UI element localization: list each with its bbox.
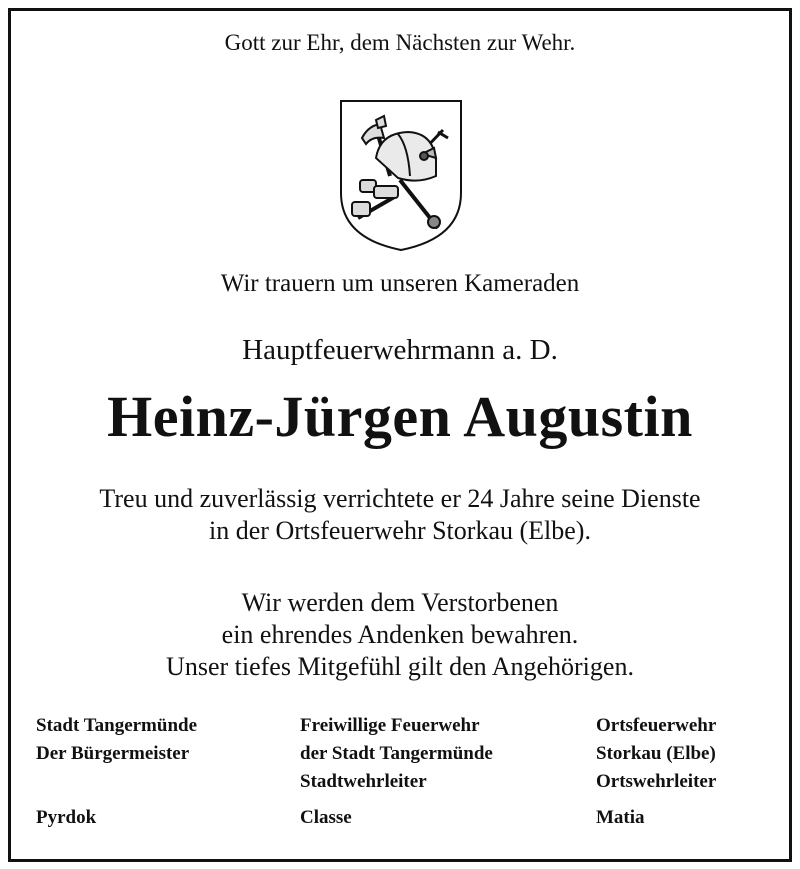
signatory-line: Der Bürgermeister <box>36 743 190 764</box>
signatory-name: Matia <box>596 807 645 828</box>
signatory-city <box>36 712 198 828</box>
signatory-line: Stadt Tangermünde <box>36 715 198 736</box>
signatory-local-fire-brigade <box>596 712 717 828</box>
fire-brigade-emblem-icon <box>338 98 464 253</box>
signatory-line: Ortsfeuerwehr <box>596 715 717 736</box>
memorial-line: Unser tiefes Mitgefühl gilt den Angehörigen. <box>166 652 634 681</box>
motto: Gott zur Ehr, dem Nächsten zur Wehr. <box>224 30 576 55</box>
memorial-text <box>0 587 800 683</box>
signatory-line: Storkau (Elbe) <box>596 743 716 764</box>
deceased-rank: Hauptfeuerwehrmann a. D. <box>242 334 558 366</box>
signatory-line: Stadtwehrleiter <box>300 771 427 792</box>
signatory-name: Classe <box>300 807 352 828</box>
mourning-line: Wir trauern um unseren Kameraden <box>220 270 580 297</box>
signatory-line: Ortswehrleiter <box>596 771 717 792</box>
tribute-text <box>0 483 800 547</box>
signatory-volunteer-fire-brigade <box>300 712 493 828</box>
tribute-line: in der Ortsfeuerwehr Storkau (Elbe). <box>209 516 591 545</box>
memorial-line: ein ehrendes Andenken bewahren. <box>221 620 579 649</box>
signatory-line: Freiwillige Feuerwehr <box>300 715 480 736</box>
signatory-line: der Stadt Tangermünde <box>300 743 493 764</box>
memorial-line: Wir werden dem Verstorbenen <box>241 588 559 617</box>
deceased-name: Heinz-Jürgen Augustin <box>107 384 693 449</box>
tribute-line: Treu und zuverlässig verrichtete er 24 Jahre seine Dienste <box>99 484 701 513</box>
signatory-name: Pyrdok <box>36 807 97 828</box>
